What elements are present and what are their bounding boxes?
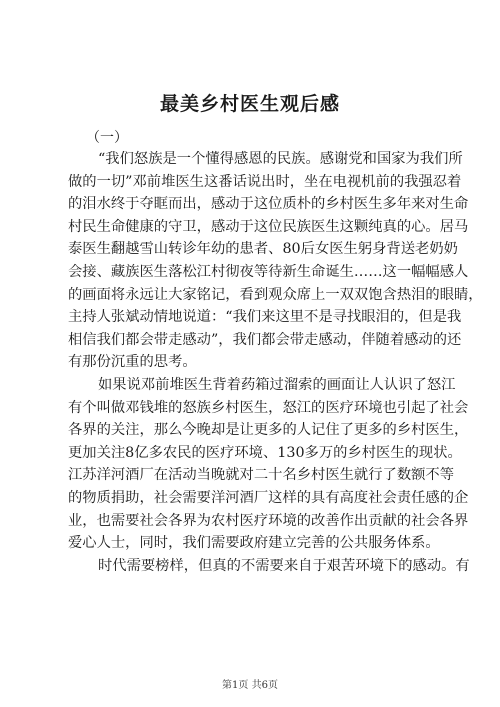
- text-line: 有个叫做邓钱堆的怒族乡村医生，怒江的医疗环境也引起了社会: [68, 399, 469, 416]
- text-line: 业，也需要社会各界为农村医疗环境的改善作出贡献的社会各界: [68, 512, 469, 529]
- text-line: 各界的关注，那么今晚却是让更多的人记住了更多的乡村医生，: [68, 422, 469, 439]
- document-body: [68, 148, 483, 577]
- section-heading: （一）: [86, 130, 128, 146]
- document-title: 最美乡村医生观后感: [159, 93, 340, 115]
- text-line: 会接、藏族医生落松江村彻夜等待新生命诞生……这一幅幅感人: [68, 263, 469, 280]
- text-line: “我们怒族是一个懂得感恩的民族。感谢党和国家为我们所: [98, 151, 463, 167]
- text-line: 如果说邓前堆医生背着药箱过溜索的画面让人认识了怒江: [98, 376, 456, 393]
- text-line: 相信我们都会带走感动”，我们都会带走感动，伴随着感动的还: [68, 331, 462, 348]
- text-line: 的物质捐助，社会需要洋河酒厂这样的具有高度社会责任感的企: [68, 489, 469, 506]
- text-line: 村民生命健康的守卫，感动于这位民族医生这颗纯真的心。居马: [68, 218, 469, 235]
- text-line: 的画面将永远让大家铭记，看到观众席上一双双饱含热泪的眼睛，: [68, 286, 483, 303]
- text-line: 更加关注8亿多农民的医疗环境、130多万的乡村医生的现状。: [68, 444, 462, 461]
- page-footer: 第1页 共6页: [222, 680, 278, 691]
- text-line: 主持人张斌动情地说道：“我们来这里不是寻找眼泪的，但是我: [68, 309, 462, 326]
- paragraph: [68, 374, 469, 555]
- text-line: 有那份沉重的思考。: [68, 354, 197, 371]
- text-line: 爱心人士，同时，我们需要政府建立完善的公共服务体系。: [68, 535, 440, 552]
- text-line: 做的一切”邓前堆医生这番话说出时，坐在电视机前的我强忍着: [68, 173, 462, 190]
- text-line: 江苏洋河酒厂在活动当晚就对二十名乡村医生就行了数额不等: [68, 467, 455, 484]
- paragraph: [68, 555, 470, 578]
- text-line: 的泪水终于夺眶而出，感动于这位质朴的乡村医生多年来对生命: [68, 196, 469, 213]
- paragraph: [68, 148, 483, 374]
- text-line: 泰医生翻越雪山转诊年幼的患者、80后女医生躬身背送老奶奶: [68, 241, 458, 258]
- text-line: 时代需要榜样，但真的不需要来自于艰苦环境下的感动。有: [98, 557, 470, 574]
